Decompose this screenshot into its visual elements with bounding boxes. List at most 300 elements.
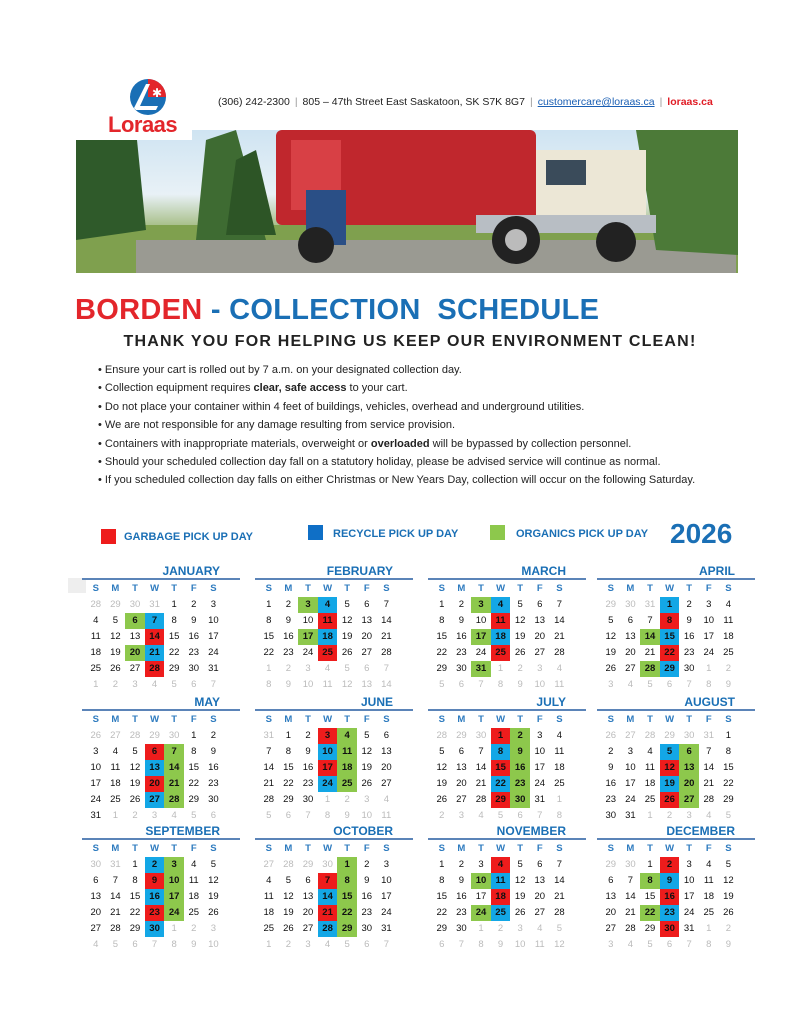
weekday-header: T xyxy=(132,843,138,854)
day-cell: 12 xyxy=(436,762,448,773)
other-month-day: 29 xyxy=(605,859,617,870)
garbage-day: 2 xyxy=(660,857,680,873)
other-month-day: 30 xyxy=(625,859,636,870)
day-cell: 27 xyxy=(302,923,314,934)
other-month-day: 4 xyxy=(383,794,389,805)
day-cell: 5 xyxy=(112,615,119,626)
day-cell: 13 xyxy=(302,891,314,902)
day-cell: 1 xyxy=(285,730,292,741)
month-days-grid xyxy=(432,841,569,953)
day-cell: 5 xyxy=(364,730,370,741)
other-month-day: 28 xyxy=(644,730,656,741)
day-cell: 1 xyxy=(725,730,731,741)
other-month-day: 28 xyxy=(129,730,141,741)
other-month-day: 29 xyxy=(664,730,675,741)
day-cell: 26 xyxy=(514,907,526,918)
organics-day: 22 xyxy=(337,905,357,921)
day-cell: 12 xyxy=(341,615,353,626)
organics-day: 21 xyxy=(164,776,184,792)
day-cell: 16 xyxy=(456,891,467,902)
day-cell: 20 xyxy=(302,907,314,918)
other-month-day: 3 xyxy=(364,794,370,805)
garbage-day: 7 xyxy=(318,873,338,889)
day-cell: 20 xyxy=(534,891,546,902)
other-month-day: 3 xyxy=(608,679,614,690)
weekday-header: T xyxy=(344,583,351,594)
other-month-day: 3 xyxy=(132,679,138,690)
other-month-day: 11 xyxy=(381,810,392,821)
recycle-day: 1 xyxy=(660,597,680,613)
other-month-day: 8 xyxy=(266,679,272,690)
weekday-header: F xyxy=(363,583,370,594)
weekday-header: S xyxy=(725,714,732,725)
day-cell: 8 xyxy=(285,746,292,757)
day-cell: 4 xyxy=(706,859,712,870)
day-cell: 5 xyxy=(132,746,138,757)
weekday-header: S xyxy=(92,843,99,854)
organics-day: 13 xyxy=(679,760,699,776)
guideline-item: • Should your scheduled collection day fall on a statutory holiday, please be advised service will continue as normal. xyxy=(98,455,695,473)
other-month-day: 1 xyxy=(706,923,712,934)
day-cell: 25 xyxy=(110,794,121,805)
day-cell: 9 xyxy=(364,875,370,886)
organics-day: 4 xyxy=(337,728,357,744)
day-cell: 5 xyxy=(285,875,292,886)
weekday-header: M xyxy=(111,583,120,594)
day-cell: 1 xyxy=(191,730,197,741)
weekday-header: W xyxy=(496,583,506,594)
weekday-header: T xyxy=(647,714,653,725)
weekday-header: T xyxy=(132,714,138,725)
other-month-day: 4 xyxy=(537,923,543,934)
organics-day: 24 xyxy=(471,905,491,921)
day-cell: 5 xyxy=(725,859,731,870)
other-month-day: 9 xyxy=(517,679,523,690)
day-cell: 11 xyxy=(263,891,274,902)
weekday-header: S xyxy=(607,583,614,594)
month-title: OCTOBER xyxy=(333,824,393,838)
day-cell: 4 xyxy=(266,875,272,886)
day-cell: 18 xyxy=(703,891,715,902)
day-cell: 2 xyxy=(210,730,216,741)
recycle-day: 28 xyxy=(318,921,338,937)
day-cell: 30 xyxy=(456,923,467,934)
day-cell: 21 xyxy=(644,647,656,658)
separator: | xyxy=(294,96,298,108)
month-november xyxy=(432,824,572,953)
other-month-day: 30 xyxy=(322,859,333,870)
weekday-header: T xyxy=(171,714,178,725)
day-cell: 21 xyxy=(703,778,715,789)
day-cell: 17 xyxy=(381,891,392,902)
day-cell: 7 xyxy=(627,875,634,886)
logo-text: Loraas xyxy=(108,112,178,137)
weekday-header: S xyxy=(383,583,390,594)
day-cell: 15 xyxy=(129,891,141,902)
day-cell: 29 xyxy=(644,923,656,934)
day-cell: 5 xyxy=(210,859,216,870)
other-month-day: 6 xyxy=(458,679,465,690)
other-month-day: 4 xyxy=(171,810,177,821)
garbage-day: 12 xyxy=(660,760,680,776)
day-cell: 3 xyxy=(686,859,692,870)
day-cell: 9 xyxy=(191,615,197,626)
day-cell: 10 xyxy=(381,875,392,886)
day-cell: 25 xyxy=(263,923,275,934)
day-cell: 15 xyxy=(644,891,656,902)
weekday-header: F xyxy=(705,583,712,594)
other-month-day: 26 xyxy=(605,730,617,741)
weekday-header: S xyxy=(265,714,272,725)
day-cell: 20 xyxy=(456,778,467,789)
weekday-header: S xyxy=(725,583,732,594)
day-cell: 17 xyxy=(703,631,715,642)
recycle-day: 4 xyxy=(318,597,338,613)
day-cell: 19 xyxy=(723,891,734,902)
day-cell: 14 xyxy=(110,891,121,902)
other-month-day: 7 xyxy=(478,679,484,690)
weekday-header: T xyxy=(305,714,311,725)
day-cell: 20 xyxy=(605,907,617,918)
other-month-day: 8 xyxy=(478,939,484,950)
day-cell: 18 xyxy=(188,891,200,902)
day-cell: 16 xyxy=(456,631,467,642)
weekday-header: S xyxy=(556,714,563,725)
garbage-day: 6 xyxy=(145,744,165,760)
day-cell: 7 xyxy=(556,859,562,870)
day-cell: 6 xyxy=(383,730,389,741)
day-cell: 2 xyxy=(458,599,465,610)
month-december xyxy=(601,824,741,953)
weekday-header: S xyxy=(383,714,390,725)
organics-day: 8 xyxy=(337,873,357,889)
day-cell: 27 xyxy=(534,907,546,918)
garbage-day: 4 xyxy=(491,857,511,873)
day-cell: 19 xyxy=(341,631,353,642)
other-month-day: 31 xyxy=(644,599,656,610)
month-days-grid xyxy=(259,581,396,693)
day-cell: 24 xyxy=(90,794,102,805)
other-month-day: 2 xyxy=(439,810,445,821)
day-cell: 28 xyxy=(554,647,565,658)
other-month-day: 2 xyxy=(132,810,138,821)
day-cell: 1 xyxy=(266,599,272,610)
other-month-day: 10 xyxy=(302,679,314,690)
day-cell: 26 xyxy=(361,778,373,789)
recycle-swatch xyxy=(308,525,323,540)
weekday-header: M xyxy=(111,843,120,854)
day-cell: 28 xyxy=(263,794,275,805)
other-month-day: 9 xyxy=(497,939,504,950)
day-cell: 2 xyxy=(458,859,465,870)
other-month-day: 5 xyxy=(344,663,350,674)
weekday-header: S xyxy=(92,583,99,594)
other-month-day: 11 xyxy=(554,679,565,690)
month-title: FEBRUARY xyxy=(326,564,393,578)
weekday-header: F xyxy=(190,583,197,594)
weekday-header: F xyxy=(705,843,712,854)
day-cell: 29 xyxy=(436,663,448,674)
day-cell: 22 xyxy=(129,907,141,918)
day-cell: 17 xyxy=(625,778,636,789)
month-title: DECEMBER xyxy=(666,824,735,838)
day-cell: 6 xyxy=(305,875,311,886)
day-cell: 6 xyxy=(458,746,465,757)
other-month-day: 9 xyxy=(725,939,731,950)
weekday-header: M xyxy=(284,843,293,854)
other-month-day: 30 xyxy=(475,730,487,741)
day-cell: 15 xyxy=(263,631,275,642)
other-month-day: 3 xyxy=(305,939,311,950)
day-cell: 8 xyxy=(266,615,272,626)
day-cell: 17 xyxy=(683,891,695,902)
weekday-header: W xyxy=(496,714,506,725)
weekday-header: F xyxy=(536,583,543,594)
title-rest: COLLECTION SCHEDULE xyxy=(229,294,600,326)
other-month-day: 13 xyxy=(361,679,373,690)
day-cell: 8 xyxy=(171,615,177,626)
day-cell: 12 xyxy=(723,875,734,886)
day-cell: 4 xyxy=(93,615,99,626)
month-april xyxy=(601,564,741,693)
organics-day: 8 xyxy=(640,873,660,889)
month-divider xyxy=(255,578,413,580)
other-month-day: 5 xyxy=(647,679,653,690)
organics-day: 17 xyxy=(298,629,318,645)
email-link[interactable]: customercare@loraas.ca xyxy=(537,96,655,108)
other-month-day: 11 xyxy=(322,679,333,690)
recycle-day: 5 xyxy=(660,744,680,760)
guideline-item: • Collection equipment requires clear, safe access to your cart. xyxy=(98,381,695,399)
other-month-day: 12 xyxy=(341,679,353,690)
day-cell: 20 xyxy=(90,907,102,918)
day-cell: 11 xyxy=(188,875,199,886)
day-cell: 28 xyxy=(554,907,565,918)
weekday-header: T xyxy=(171,843,178,854)
day-cell: 18 xyxy=(723,631,734,642)
other-month-day: 3 xyxy=(537,663,543,674)
subtitle: THANK YOU FOR HELPING US KEEP OUR ENVIRONMENT CLEAN! xyxy=(123,333,697,350)
recycle-day: 4 xyxy=(491,597,511,613)
organics-day: 29 xyxy=(337,921,357,937)
weekday-header: M xyxy=(626,583,635,594)
weekday-header: T xyxy=(686,583,693,594)
day-cell: 12 xyxy=(283,891,294,902)
day-cell: 5 xyxy=(517,599,523,610)
other-month-day: 30 xyxy=(90,859,102,870)
day-cell: 26 xyxy=(129,794,141,805)
day-cell: 27 xyxy=(90,923,102,934)
organics-day: 6 xyxy=(125,613,145,629)
day-cell: 15 xyxy=(436,631,448,642)
organics-day: 2 xyxy=(510,728,530,744)
other-month-day: 28 xyxy=(283,859,294,870)
day-cell: 6 xyxy=(537,859,543,870)
other-month-day: 6 xyxy=(132,939,138,950)
day-cell: 16 xyxy=(361,891,373,902)
weekday-header: S xyxy=(607,843,614,854)
other-month-day: 30 xyxy=(168,730,180,741)
day-cell: 19 xyxy=(129,778,141,789)
other-month-day: 3 xyxy=(517,923,523,934)
other-month-day: 6 xyxy=(364,939,370,950)
weekday-header: T xyxy=(478,714,484,725)
day-cell: 9 xyxy=(608,762,614,773)
day-cell: 31 xyxy=(381,923,392,934)
day-cell: 11 xyxy=(723,615,734,626)
phone-number: (306) 242-2300 xyxy=(218,96,290,108)
month-title: AUGUST xyxy=(684,695,735,709)
other-month-day: 7 xyxy=(305,810,311,821)
day-cell: 9 xyxy=(305,746,311,757)
day-cell: 10 xyxy=(683,875,695,886)
day-cell: 23 xyxy=(605,794,617,805)
month-title: MAY xyxy=(194,695,220,709)
recycle-day: 18 xyxy=(318,629,338,645)
month-days-grid xyxy=(86,841,223,953)
day-cell: 27 xyxy=(625,663,636,674)
weekday-header: F xyxy=(190,843,197,854)
day-cell: 22 xyxy=(436,907,448,918)
other-month-day: 1 xyxy=(478,923,484,934)
organics-day: 22 xyxy=(640,905,660,921)
guidelines-list xyxy=(98,363,695,492)
other-month-day: 27 xyxy=(110,730,121,741)
day-cell: 19 xyxy=(514,631,526,642)
day-cell: 26 xyxy=(723,907,734,918)
month-divider xyxy=(597,709,755,711)
other-month-day: 4 xyxy=(478,810,484,821)
day-cell: 27 xyxy=(129,663,141,674)
day-cell: 20 xyxy=(381,762,392,773)
other-month-day: 1 xyxy=(497,663,504,674)
weekday-header: W xyxy=(150,843,160,854)
day-cell: 28 xyxy=(110,923,121,934)
day-cell: 11 xyxy=(703,875,714,886)
other-month-day: 3 xyxy=(210,923,216,934)
day-cell: 23 xyxy=(208,778,219,789)
day-cell: 15 xyxy=(436,891,448,902)
other-month-day: 5 xyxy=(171,679,177,690)
day-cell: 24 xyxy=(625,794,636,805)
day-cell: 13 xyxy=(534,615,546,626)
day-cell: 23 xyxy=(283,647,294,658)
day-cell: 31 xyxy=(683,923,695,934)
recycle-day: 24 xyxy=(318,776,338,792)
organics-day: 1 xyxy=(337,857,357,873)
day-cell: 27 xyxy=(381,778,392,789)
day-cell: 26 xyxy=(208,907,219,918)
organics-day: 27 xyxy=(679,792,699,808)
weekday-header: M xyxy=(457,714,466,725)
month-july xyxy=(432,695,572,824)
other-month-day: 10 xyxy=(208,939,219,950)
day-cell: 19 xyxy=(514,891,526,902)
day-cell: 13 xyxy=(534,875,546,886)
recycle-day: 10 xyxy=(318,744,338,760)
website-link[interactable]: loraas.ca xyxy=(667,96,713,108)
month-days-grid xyxy=(601,712,738,824)
day-cell: 10 xyxy=(208,615,219,626)
day-cell: 26 xyxy=(110,663,121,674)
other-month-day: 8 xyxy=(324,810,331,821)
other-month-day: 4 xyxy=(324,663,331,674)
day-cell: 4 xyxy=(556,730,562,741)
day-cell: 22 xyxy=(188,778,200,789)
weekday-header: W xyxy=(665,714,675,725)
day-cell: 30 xyxy=(683,663,695,674)
other-month-day: 2 xyxy=(285,939,292,950)
day-cell: 17 xyxy=(475,891,487,902)
other-month-day: 31 xyxy=(110,859,121,870)
other-month-day: 5 xyxy=(112,939,119,950)
weekday-header: T xyxy=(686,843,693,854)
other-month-day: 9 xyxy=(725,679,731,690)
recycle-day: 2 xyxy=(145,857,165,873)
weekday-header: W xyxy=(496,843,506,854)
organics-day: 25 xyxy=(337,776,357,792)
other-month-day: 9 xyxy=(191,939,197,950)
garbage-day: 22 xyxy=(660,645,680,661)
day-cell: 1 xyxy=(439,599,445,610)
contact-bar xyxy=(218,96,713,108)
weekday-header: M xyxy=(284,714,293,725)
day-cell: 3 xyxy=(210,599,216,610)
day-cell: 24 xyxy=(534,778,546,789)
other-month-day: 3 xyxy=(151,810,158,821)
day-cell: 27 xyxy=(534,647,546,658)
day-cell: 11 xyxy=(110,762,121,773)
other-month-day: 6 xyxy=(517,810,523,821)
month-divider xyxy=(255,838,413,840)
other-month-day: 3 xyxy=(305,663,311,674)
day-cell: 5 xyxy=(517,859,523,870)
day-cell: 16 xyxy=(605,778,617,789)
day-cell: 9 xyxy=(458,615,465,626)
day-cell: 14 xyxy=(625,891,636,902)
other-month-day: 6 xyxy=(210,810,216,821)
day-cell: 23 xyxy=(456,647,467,658)
other-month-day: 6 xyxy=(285,810,292,821)
weekday-header: F xyxy=(363,714,370,725)
month-october xyxy=(259,824,399,953)
garbage-day: 17 xyxy=(318,760,338,776)
weekday-header: F xyxy=(363,843,370,854)
organics-day: 16 xyxy=(510,760,530,776)
day-cell: 16 xyxy=(302,762,314,773)
weekday-header: T xyxy=(305,583,311,594)
other-month-day: 29 xyxy=(149,730,160,741)
organics-day: 10 xyxy=(471,873,491,889)
day-cell: 4 xyxy=(725,599,731,610)
day-cell: 31 xyxy=(90,810,102,821)
month-days-grid xyxy=(432,712,569,824)
other-month-day: 30 xyxy=(625,599,636,610)
day-cell: 20 xyxy=(625,647,636,658)
day-cell: 11 xyxy=(645,762,655,773)
weekday-header: F xyxy=(705,714,712,725)
other-month-day: 7 xyxy=(383,663,389,674)
other-month-day: 7 xyxy=(537,810,543,821)
day-cell: 24 xyxy=(208,647,219,658)
month-divider xyxy=(82,838,240,840)
garbage-truck-photo xyxy=(76,130,738,273)
day-cell: 26 xyxy=(283,923,294,934)
weekday-header: F xyxy=(536,843,543,854)
day-cell: 1 xyxy=(439,859,445,870)
month-divider xyxy=(255,709,413,711)
logo-mark-icon xyxy=(128,78,168,116)
